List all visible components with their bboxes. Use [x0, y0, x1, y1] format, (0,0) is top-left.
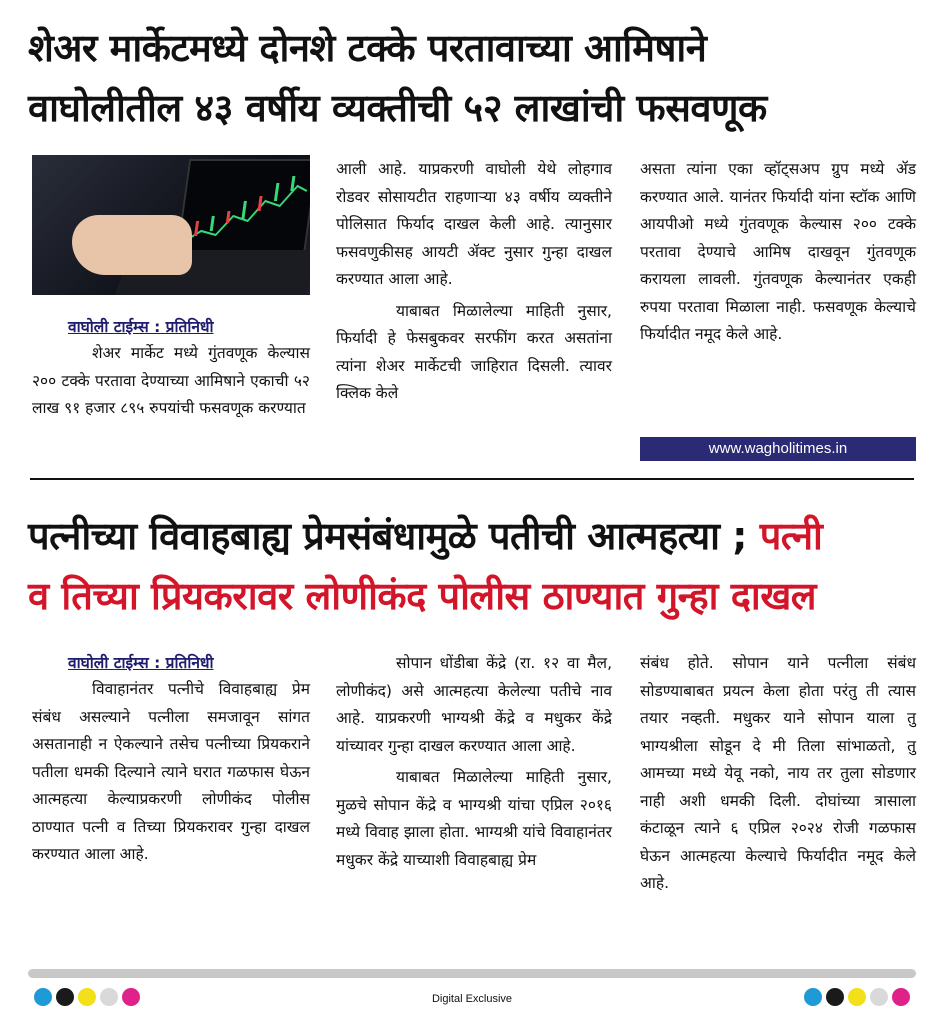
story2-col2-paragraph2: याबाबत मिळालेल्या माहिती नुसार, मुळचे सोपान केंद्रे व भाग्यश्री यांचा एप्रिल २०१६ मध्ये विवाह झाला होता. भाग्यश्री यांचे विवाहानंतर मधुकर केंद्रे याच्याशी विवाहबाह्य प्रेम — [336, 768, 612, 869]
story2-column3 — [640, 650, 916, 902]
story1-column1 — [32, 314, 310, 427]
story1-col1-paragraph: शेअर मार्केट मध्ये गुंतवणूक केल्यास २०० टक्के परतावा देण्याच्या आमिषाने एकाची ५२ लाख ९१ हजार ८९५ रुपयांची फसवणूक करण्यात — [32, 344, 310, 417]
laptop-screen — [175, 159, 310, 263]
story1-headline-line2: वाघोलीतील ४३ वर्षीय व्यक्तीची ५२ लाखांची फसवणूक — [28, 86, 767, 130]
story2-col1-paragraph: विवाहानंतर पत्नीचे विवाहबाह्य प्रेम संबंध असल्याने पत्नीला समजावून सांगत असतानाही न ऐकल्याने तसेच पत्नीच्या प्रियकराने पतीला धमकी दिल्याने त्याने घरात गळफास घेऊन आत्महत्या केल्याप्रकरणी लोणीकंद पोलीस ठाण्यात पत्नी व तिच्या प्रियकरावर गुन्हा दाखल करण्यात आला आहे. — [32, 680, 310, 863]
website-url-banner[interactable]: www.wagholitimes.in — [640, 437, 916, 461]
registration-dot-grey — [870, 988, 888, 1006]
story2-headline-red-part: पत्नी — [759, 514, 823, 558]
story2-column1 — [32, 650, 310, 873]
story1-column3 — [640, 156, 916, 353]
registration-dot-cyan — [804, 988, 822, 1006]
digital-exclusive-label: Digital Exclusive — [431, 993, 513, 1005]
registration-dot-magenta — [892, 988, 910, 1006]
story2-column2 — [336, 650, 612, 878]
story1-headline-line1: शेअर मार्केटमध्ये दोनशे टक्के परतावाच्या आमिषाने — [28, 26, 707, 70]
registration-dot-black — [826, 988, 844, 1006]
story2-headline-black-part: पत्नीच्या विवाहबाह्य प्रेमसंबंधामुळे पतीची आत्महत्या ; — [28, 514, 747, 558]
story2-col2-paragraph1: सोपान धोंडीबा केंद्रे (रा. १२ वा मैल, लोणीकंद) असे आत्महत्या केलेल्या पतीचे नाव आहे. याप्रकरणी भाग्यश्री केंद्रे व मधुकर केंद्रे यांच्यावर गुन्हा दाखल करण्यात आला आहे. — [336, 654, 612, 755]
story1-byline: वाघोली टाईम्स : प्रतिनिधी — [68, 318, 214, 336]
section-divider — [30, 478, 914, 480]
color-registration-dots-right — [804, 988, 910, 1006]
story2-headline-line2: व तिच्या प्रियकरावर लोणीकंद पोलीस ठाण्यात गुन्हा दाखल — [28, 574, 817, 618]
story2-byline: वाघोली टाईम्स : प्रतिनिधी — [68, 654, 214, 672]
registration-dot-yellow — [848, 988, 866, 1006]
typing-hand — [72, 215, 192, 275]
bottom-bar — [28, 969, 916, 978]
story2-headline-line1 — [28, 510, 918, 562]
story1-col2-paragraph1: आली आहे. याप्रकरणी वाघोली येथे लोहगाव रोडवर सोसायटीत राहणाऱ्या ४३ वर्षीय व्यक्तीने पोलिसात फिर्याद दाखल केली आहे. त्यानुसार फसवणुकीसह आयटी ॲक्ट नुसार गुन्हा दाखल करण्यात आला आहे. — [336, 160, 612, 288]
story1-column2 — [336, 156, 612, 412]
story1-col3-paragraph: असता त्यांना एका व्हॉट्सअप ग्रुप मध्ये ॲड करण्यात आले. यानंतर फिर्यादी यांना स्टॉक आणि आयपीओ मध्ये गुंतवणूक केल्यास २०० टक्के परतावा देण्याचे आमिष दाखवून गुंतवणूक करायला लावली. गुंतवणूक केल्यानंतर एकही रुपया परतावा मिळाला नाही. फसवणूक केल्याचे फिर्यादीत नमूद केले आहे. — [640, 160, 916, 343]
story1-col2-paragraph2: याबाबत मिळालेल्या माहिती नुसार, फिर्यादी हे फेसबुकवर सरफींग करत असतांना त्यांना शेअर मार्केटची जाहिरात दिसली. त्यावर क्लिक केले — [336, 301, 612, 402]
laptop-stock-chart-photo — [32, 155, 310, 295]
story2-col3-paragraph: संबंध होते. सोपान याने पत्नीला संबंध सोडण्याबाबत प्रयत्न केला होता परंतु ती त्यास तयार नव्हती. मधुकर याने सोपान याला तु भाग्यश्रीला सोडून दे मी तिला सांभाळतो, तु आमच्या मध्ये येवू नको, नाय तर तुला सोडणार नाही अशी धमकी दिली. दोघांच्या त्रासाला कंटाळून त्याने ६ एप्रिल २०२४ रोजी गळफास घेऊन आत्महत्या केल्याचे फिर्यादीत नमूद केले आहे. — [640, 654, 916, 892]
